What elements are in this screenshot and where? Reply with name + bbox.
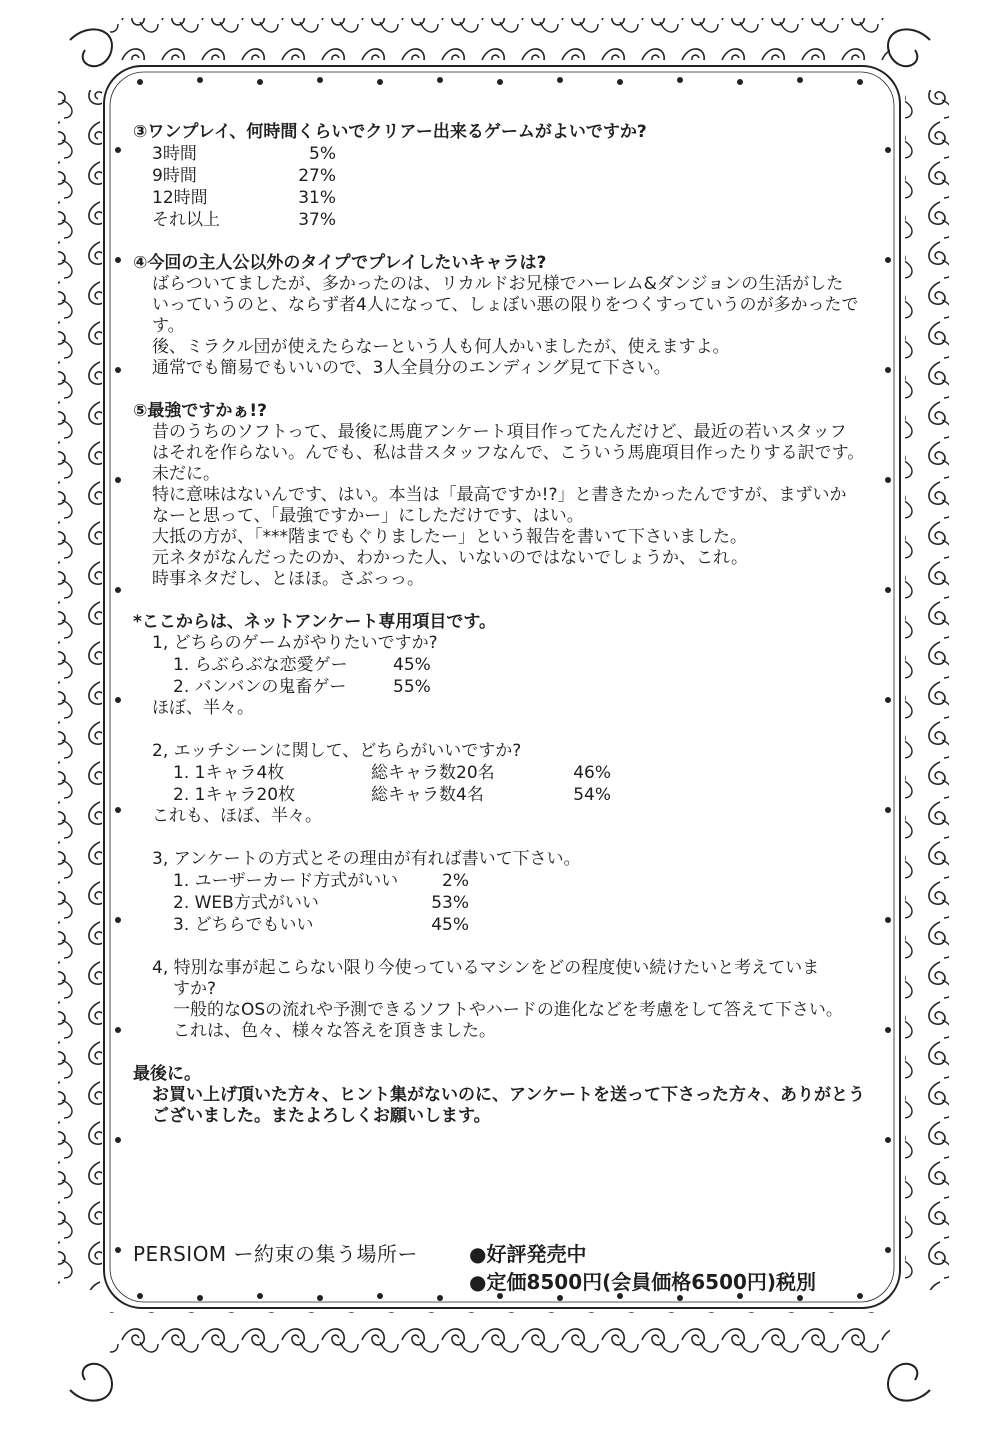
q5-line: なーと思って、「最強ですかー」にしただけです、はい。: [152, 506, 584, 526]
closing-heading: 最後に。: [133, 1064, 201, 1084]
option-value: 46%: [573, 763, 611, 783]
q5-heading: ⑤最強ですかぁ!?: [133, 401, 268, 421]
q3-row: [133, 209, 893, 231]
net-q4-line: 一般的なOSの流れや予測できるソフトやハードの進化などを考慮をして答えて下さい。: [173, 1000, 843, 1020]
q3-row-value: 31%: [298, 188, 336, 208]
q3-row: [133, 165, 893, 187]
net-q1-comment: ほぼ、半々。: [152, 698, 254, 718]
q3-heading: ③ワンプレイ、何時間くらいでクリアー出来るゲームがよいですか?: [133, 122, 647, 142]
q3-row-value: 37%: [298, 210, 336, 230]
option-label: 2. バンバンの鬼畜ゲー: [173, 677, 347, 697]
option-label: 1. らぶらぶな恋愛ゲー: [173, 655, 348, 675]
q4-line: いっていうのと、ならず者4人になって、しょぼい悪の限りをつくすっていうのが多かったで: [152, 295, 859, 315]
q5-line: 大抵の方が、「***階までもぐりましたー」という報告を書いて下さいました。: [152, 527, 747, 547]
q3-row-value: 5%: [309, 144, 336, 164]
option-label: 2. WEB方式がいい: [173, 893, 319, 913]
option-value: 45%: [393, 655, 431, 675]
net-q1-question: 1, どちらのゲームがやりたいですか?: [152, 633, 438, 653]
net-q3-option: [133, 870, 893, 892]
net-q2-comment: これも、ほぼ、半々。: [152, 806, 322, 826]
on-sale-note: ●好評発売中: [469, 1242, 587, 1266]
option-label: 1. ユーザーカード方式がいい: [173, 871, 399, 891]
q5-line: 時事ネタだし、とほほ。さぶっっ。: [152, 569, 424, 589]
q3-row-label: 3時間: [152, 144, 197, 164]
net-q4-question: 4, 特別な事が起こらない限り今使っているマシンをどの程度使い続けたいと考えていま: [152, 958, 820, 978]
q4-line: す。: [152, 316, 185, 336]
q5-line: 未だに。: [152, 464, 220, 484]
net-survey-heading: *ここからは、ネットアンケート専用項目です。: [133, 612, 496, 632]
q5-line: 元ネタがなんだったのか、わかった人、いないのではないでしょうか、これ。: [152, 548, 749, 568]
option-value: 53%: [431, 893, 469, 913]
net-q2-option: [133, 762, 893, 784]
q3-row-value: 27%: [298, 166, 336, 186]
net-q1-option: [133, 654, 893, 676]
option-value: 2%: [442, 871, 469, 891]
closing-line: ございました。またよろしくお願いします。: [152, 1106, 491, 1126]
closing-line: お買い上げ頂いた方々、ヒント集がないのに、アンケートを送って下さった方々、ありがとう: [152, 1085, 865, 1105]
option-value: 45%: [431, 915, 469, 935]
net-q3-question: 3, アンケートの方式とその理由が有れば書いて下さい。: [152, 849, 581, 869]
q4-line: 後、ミラクル団が使えたらなーという人も何人かいましたが、使えますよ。: [152, 337, 730, 357]
q4-line: ばらついてましたが、多かったのは、リカルドお兄様でハーレム&ダンジョンの生活がした: [152, 274, 844, 294]
q4-heading: ④今回の主人公以外のタイプでプレイしたいキャラは?: [133, 253, 547, 273]
option-value: 54%: [573, 785, 611, 805]
option-detail: 総キャラ数4名: [371, 785, 484, 805]
net-q2-question: 2, エッチシーンに関して、どちらがいいですか?: [152, 741, 522, 761]
product-name: PERSIOM ー約束の集う場所ー: [133, 1242, 419, 1266]
option-label: 3. どちらでもいい: [173, 915, 314, 935]
q4-line: 通常でも簡易でもいいので、3人全員分のエンディング見て下さい。: [152, 358, 671, 378]
price-note: ●定価8500円(会員価格6500円)税別: [469, 1270, 817, 1294]
net-q3-option: [133, 914, 893, 936]
q5-line: はそれを作らない。んでも、私は昔スタッフなんで、こういう馬鹿項目作ったりする訳です。: [152, 443, 865, 463]
q3-row-label: 9時間: [152, 166, 197, 186]
net-q2-option: [133, 784, 893, 806]
net-q1-option: [133, 676, 893, 698]
q3-row: [133, 187, 893, 209]
survey-results-content: [133, 122, 893, 1127]
q3-row-label: それ以上: [152, 210, 220, 230]
option-detail: 総キャラ数20名: [371, 763, 495, 783]
option-label: 2. 1キャラ20枚: [173, 785, 296, 805]
option-value: 55%: [393, 677, 431, 697]
q5-line: 昔のうちのソフトって、最後に馬鹿アンケート項目作ってたんだけど、最近の若いスタッフ: [152, 422, 847, 442]
net-q4-question-cont: すか?: [173, 979, 217, 999]
q3-row: [133, 143, 893, 165]
q5-line: 特に意味はないんです、はい。本当は「最高ですか!?」と書きたかったんですが、まずいか: [152, 485, 847, 505]
option-label: 1. 1キャラ4枚: [173, 763, 285, 783]
q3-row-label: 12時間: [152, 188, 208, 208]
net-q4-line: これは、色々、様々な答えを頂きました。: [173, 1021, 496, 1041]
net-q3-option: [133, 892, 893, 914]
